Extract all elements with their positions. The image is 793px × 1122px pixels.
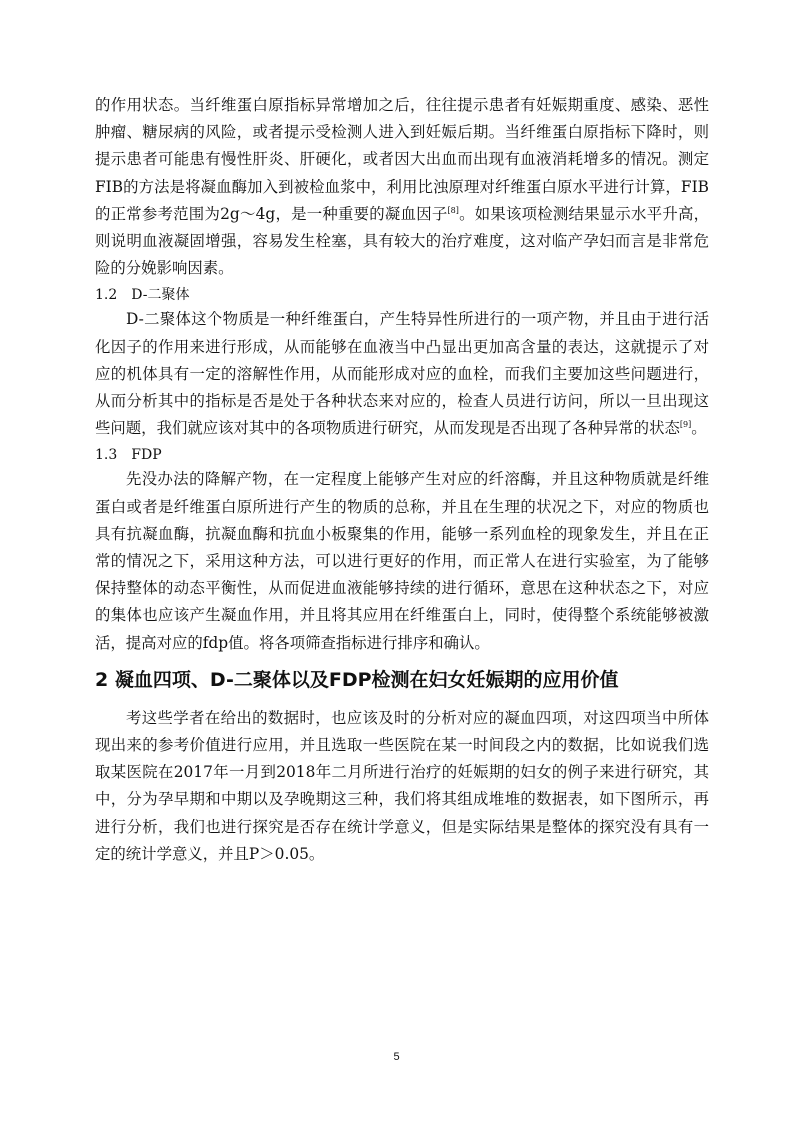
paragraph-fdp: 先没办法的降解产物，在一定程度上能够产生对应的纤溶酶，并且这种物质就是纤维蛋白或者是纤维蛋白原所进行产生的物质的总称，并且在生理的状况之下，对应的物质也具有抗凝血酶，抗凝血酶和抗血小板聚集的作用，能够一系列血栓的现象发生，并且在正常的情况之下，采用这种方法，可以进行更好的作用，而正常人在进行实验室，为了能够保持整体的动态平衡性，从而促进血液能够持续的进行循环，意思在这种状态之下，对应的集体也应该产生凝血作用，并且将其应用在纤维蛋白上，同时，使得整个系统能够被激活，提高对应的fdp值。将各项筛查指标进行排序和确认。 xyxy=(95,470,709,652)
section-heading-1-3: 1.3 FDP xyxy=(95,447,162,464)
citation: [9] xyxy=(679,420,692,430)
paragraph-fib xyxy=(95,92,709,282)
paragraph-text: 。 xyxy=(691,419,707,438)
paragraph-text: 的作用状态。当纤维蛋白原指标异常增加之后，往往提示患者有妊娠期重度、感染、恶性肿瘤、糖尿病的风险，或者提示受检测人进入到妊娠后期。当纤维蛋白原指标下降时，则提示患者可能患有慢性肝炎、肝硬化，或者因大出血而出现有血液消耗增多的情况。测定FIB的方法是将凝血酶加入到被检血浆中，利用比浊原理对纤维蛋白原水平进行计算，FIB的正常参考范围为2g～4g，是一种重要的凝血因子 xyxy=(95,96,709,223)
citation: [8] xyxy=(447,205,459,215)
section-heading-1-2: 1.2 D-二聚体 xyxy=(95,287,190,304)
page-number: 5 xyxy=(393,1051,400,1063)
section-heading-2: 2 凝血四项、D-二聚体以及FDP检测在妇女妊娠期的应用价值 xyxy=(95,668,619,691)
paragraph-d-dimer xyxy=(95,306,709,442)
paragraph-text: 。如果该项检测结果显示水平升高，则说明血液凝固增强，容易发生栓塞，具有较大的治疗难度，这对临产孕妇而言是非常危险的分娩影响因素。 xyxy=(95,204,709,278)
document-body xyxy=(95,92,709,868)
paragraph-text: D-二聚体这个物质是一种纤维蛋白，产生特异性所进行的一项产物，并且由于进行活化因子的作用来进行形成，从而能够在血液当中凸显出更加高含量的表达，这就提示了对应的机体具有一定的溶解性作用，从而能形成对应的血栓，而我们主要加这些问题进行，从而分析其中的指标是否是处于各种状态来对应的，检查人员进行访问，所以一旦出现这些问题，我们就应该对其中的各项物质进行研究，从而发现是否出现了各种异常的状态 xyxy=(95,310,709,438)
paragraph-application: 考这些学者在给出的数据时，也应该及时的分析对应的凝血四项，对这四项当中所体现出来的参考价值进行应用，并且选取一些医院在某一时间段之内的数据，比如说我们选取某医院在2017年一月到2018年二月所进行治疗的妊娠期的妇女的例子来进行研究，其中，分为孕早期和中期以及孕晚期这三种，我们将其组成堆堆的数据表，如下图所示，再进行分析，我们也进行探究是否存在统计学意义，但是实际结果是整体的探究没有具有一定的统计学意义，并且P＞0.05。 xyxy=(95,708,709,863)
